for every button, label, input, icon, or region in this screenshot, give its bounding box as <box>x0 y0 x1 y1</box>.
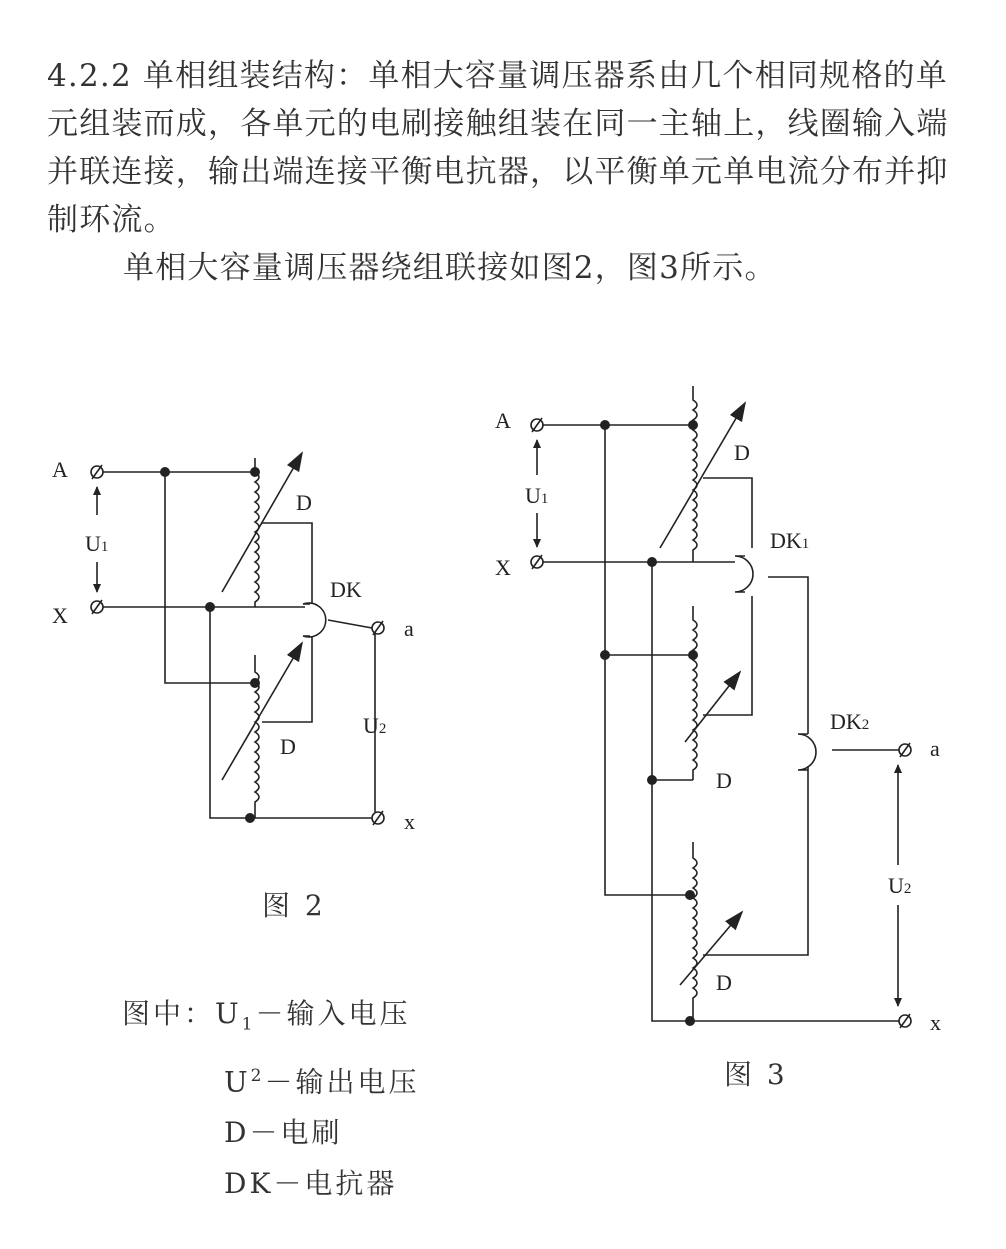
legend-row <box>122 1051 419 1107</box>
legend-description: －输入电压 <box>255 997 411 1030</box>
fig2-label-X: X <box>52 603 68 628</box>
reactor-DK <box>303 603 326 637</box>
fig3-label-U2: U <box>888 873 904 898</box>
brush-arrow-bottom <box>222 643 302 780</box>
svg-text:U1 <box>525 483 548 508</box>
legend <box>122 988 419 1209</box>
junction-dot <box>205 602 215 612</box>
junction-dot <box>647 557 657 567</box>
coil-1 <box>693 386 697 562</box>
figure-3 <box>531 386 911 1028</box>
figure-3-caption: 图 3 <box>724 1058 788 1091</box>
fig3-label-a: a <box>930 736 940 761</box>
terminal-A <box>531 418 543 432</box>
junction-dot <box>688 650 698 660</box>
wire <box>703 766 808 955</box>
legend-description: －输出电压 <box>264 1064 420 1098</box>
fig2-label-x: x <box>404 809 415 834</box>
fig3-label-D1: D <box>734 440 750 465</box>
junction-dot <box>250 678 260 688</box>
reactor-DK2 <box>798 734 816 770</box>
legend-symbol: U <box>215 997 242 1030</box>
svg-text:DK2 <box>830 709 869 734</box>
fig3-label-x: x <box>930 1010 941 1035</box>
terminal-X <box>91 600 103 614</box>
legend-subscript: 1 <box>241 1014 256 1035</box>
fig3-label-DK2: DK <box>830 709 862 734</box>
junction-dot <box>688 420 698 430</box>
coil-2 <box>693 606 697 780</box>
junction-dot <box>600 650 610 660</box>
junction-dot <box>647 775 657 785</box>
fig2-label-D-top: D <box>296 490 312 515</box>
legend-description: －电刷 <box>249 1115 343 1149</box>
legend-row <box>122 1107 419 1158</box>
fig2-label-D-bottom: D <box>280 734 296 759</box>
figure-2-caption: 图 2 <box>262 889 326 922</box>
fig2-label-U2-sub: 2 <box>378 721 387 737</box>
svg-text:DK1 <box>770 528 809 553</box>
brush-arrow-3 <box>680 912 742 985</box>
junction-dot <box>250 467 260 477</box>
wire <box>262 523 312 604</box>
brush-arrow-2 <box>685 672 740 742</box>
body-paragraph-2: 单相大容量调压器绕组联接如图2，图3所示。 <box>123 250 777 286</box>
svg-text:U1 <box>85 531 108 556</box>
legend-superscript: 2 <box>250 1065 265 1086</box>
fig3-label-DK1-sub: 1 <box>801 536 810 552</box>
fig2-label-U1-sub: 1 <box>100 539 109 555</box>
fig3-label-U1-sub: 1 <box>540 491 549 507</box>
wire <box>210 607 372 818</box>
wire <box>262 636 312 722</box>
fig2-label-U2: U <box>363 713 379 738</box>
junction-dot <box>245 813 255 823</box>
fig3-label-D3: D <box>716 970 732 995</box>
svg-text:U2 <box>888 873 911 898</box>
wire <box>652 562 899 1021</box>
wire <box>328 620 372 628</box>
coil-3 <box>693 842 697 1021</box>
terminal-a <box>899 743 911 757</box>
wire <box>703 478 752 548</box>
fig3-label-DK2-sub: 2 <box>861 717 870 733</box>
junction-dot <box>600 420 610 430</box>
legend-description: －电抗器 <box>273 1166 398 1200</box>
fig2-label-DK: DK <box>330 577 362 602</box>
junction-dot <box>160 467 170 477</box>
legend-prefix: 图中： <box>122 997 216 1030</box>
fig3-label-U2-sub: 2 <box>903 881 912 897</box>
fig3-label-DK1: DK <box>770 528 802 553</box>
legend-row <box>122 1158 419 1209</box>
body-paragraph-1: 4.2.2 单相组装结构：单相大容量调压器系由几个相同规格的单元组装而成，各单元的电刷接触组装在同一主轴上，线圈输入端并联连接，输出端连接平衡电抗器，以平衡单元单电流分布并抑制环流。 <box>47 58 949 238</box>
legend-symbol: D <box>224 1115 250 1149</box>
fig2-label-A: A <box>52 457 68 482</box>
fig2-label-U1: U <box>85 531 101 556</box>
fig2-label-a: a <box>404 616 414 641</box>
terminal-a <box>372 621 384 635</box>
terminal-X <box>531 555 543 569</box>
terminal-A <box>91 465 103 479</box>
junction-dot <box>685 1016 695 1026</box>
wire <box>703 596 752 715</box>
fig3-label-U1: U <box>525 483 541 508</box>
legend-symbol: DK <box>224 1166 274 1200</box>
terminal-x <box>372 811 384 825</box>
reactor-DK1 <box>735 556 753 592</box>
legend-row <box>122 988 419 1051</box>
fig3-label-X: X <box>495 555 511 580</box>
wire <box>605 425 690 895</box>
legend-symbol: U <box>224 1064 251 1098</box>
terminal-x <box>899 1014 911 1028</box>
junction-dot <box>685 890 695 900</box>
fig3-label-D2: D <box>716 768 732 793</box>
figure-2 <box>91 453 384 825</box>
fig3-label-A: A <box>495 408 511 433</box>
svg-text:U2 <box>363 713 386 738</box>
wire <box>768 577 808 734</box>
